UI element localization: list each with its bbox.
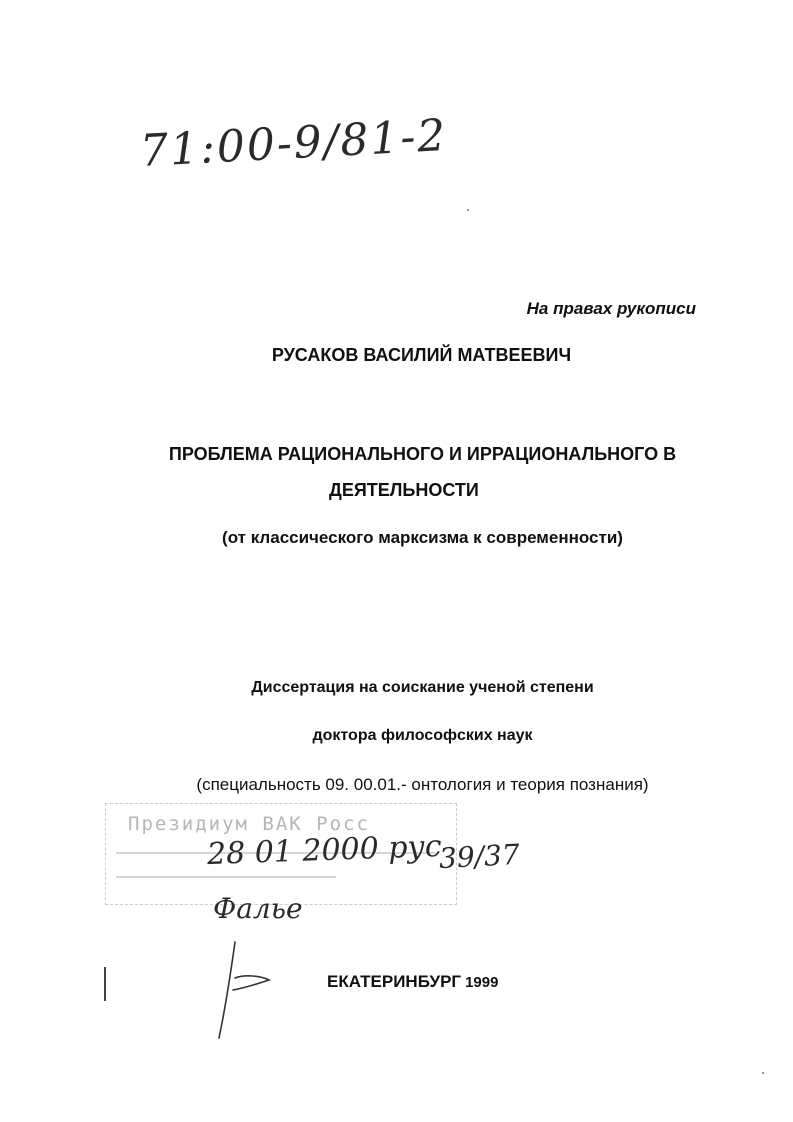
city-year	[327, 972, 498, 992]
rights-notice: На правах рукописи	[526, 299, 696, 318]
author-name: РУСАКОВ ВАСИЛИЙ МАТВЕЕВИЧ	[271, 345, 572, 365]
year: 1999	[465, 974, 499, 991]
title-line-2: ДЕЯТЕЛЬНОСТИ	[329, 480, 479, 500]
handwritten-date: 28 01 2000 рус	[206, 828, 443, 873]
handwritten-mark	[205, 940, 275, 1040]
degree: доктора философских наук	[312, 727, 533, 744]
handwritten-ref: 39/37	[438, 837, 521, 876]
subtitle: (от классического марксизма к современности)	[222, 528, 623, 547]
scan-speck	[762, 1072, 764, 1074]
title-line-1: ПРОБЛЕМА РАЦИОНАЛЬНОГО И ИРРАЦИОНАЛЬНОГО В	[168, 444, 677, 464]
archive-code: 71:00-9/81-2	[138, 109, 449, 178]
city: ЕКАТЕРИНБУРГ	[327, 972, 462, 991]
specialty: (специальность 09. 00.01.- онтология и теория познания)	[196, 775, 649, 794]
dissertation-type: Диссертация на соискание ученой степени	[251, 679, 594, 696]
scan-speck	[467, 209, 469, 211]
stamp-line	[116, 876, 336, 878]
stamp-name: Президиум ВАК Росс	[128, 813, 370, 835]
margin-mark	[104, 967, 106, 1001]
handwritten-signature: Фалье	[213, 892, 303, 925]
